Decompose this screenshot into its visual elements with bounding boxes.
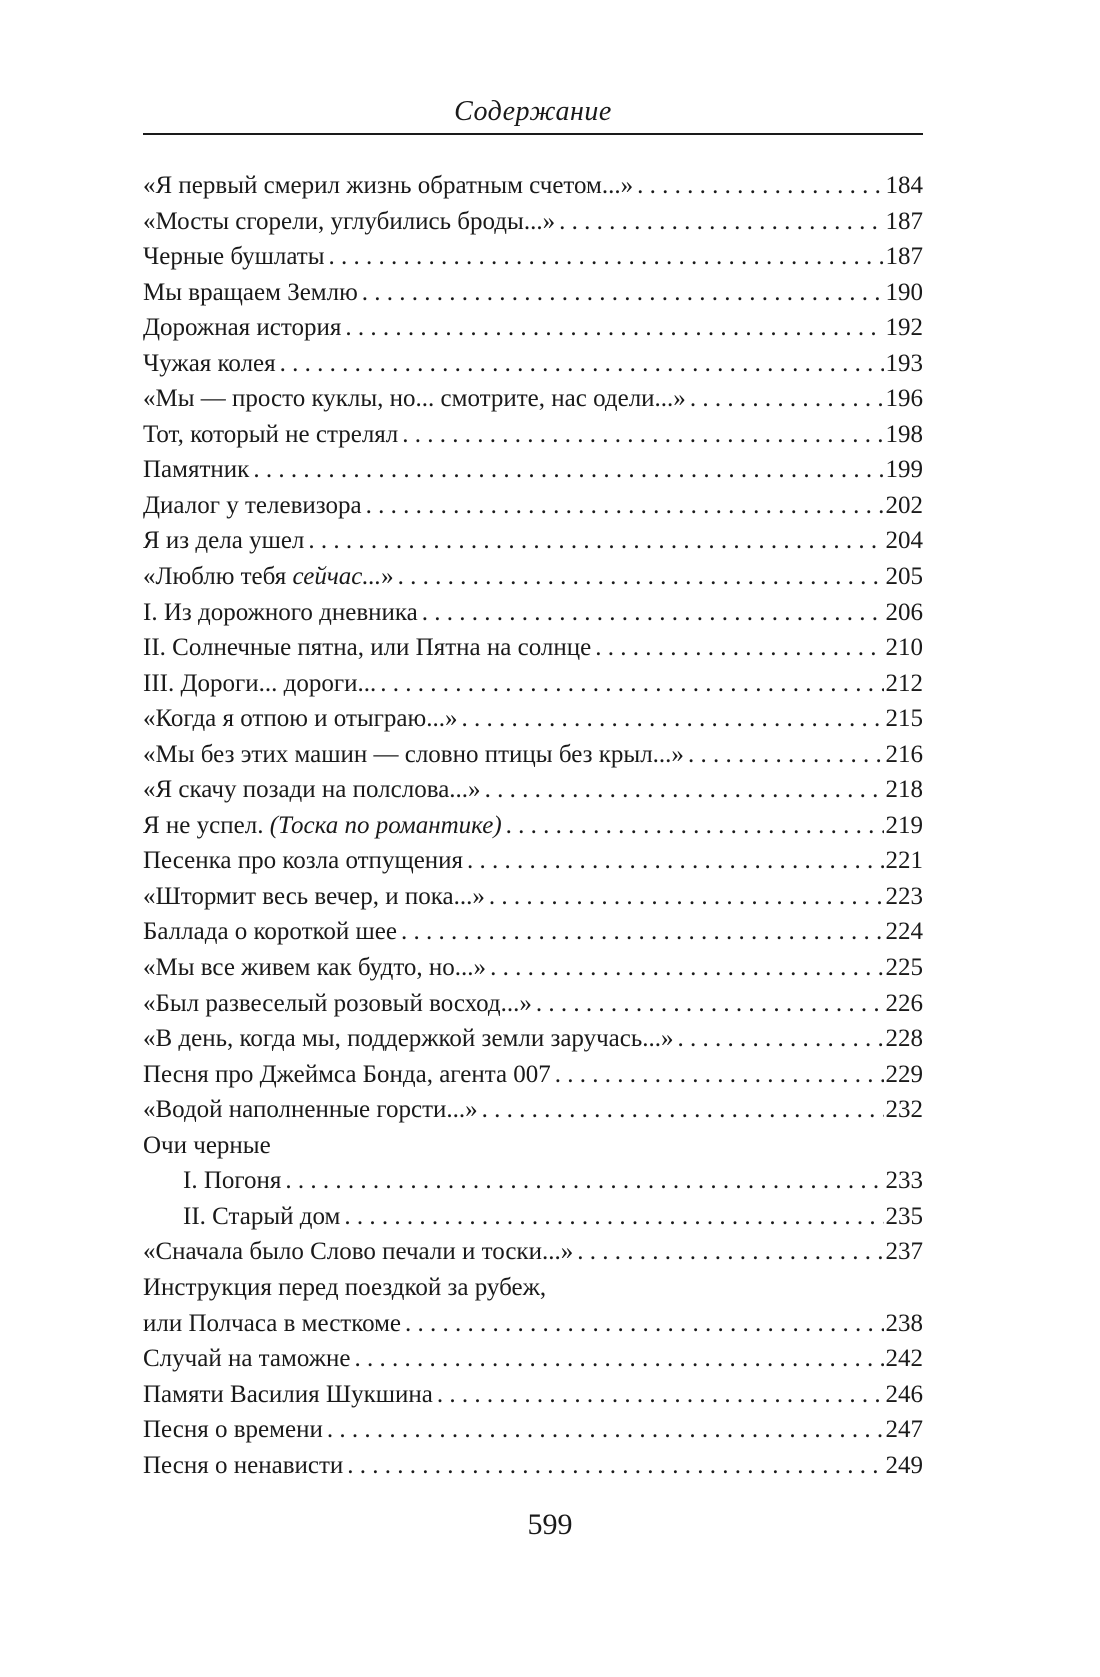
toc-entry [143, 630, 923, 666]
toc-page-number: 206 [885, 598, 923, 626]
toc-entry-title: Памяти Василия Шукшина [143, 1380, 433, 1408]
toc-page-number: 238 [885, 1309, 923, 1337]
leader-dots [329, 239, 884, 275]
leader-dots [637, 168, 883, 204]
toc-entry-title: «Сначала было Слово печали и тоски...» [143, 1238, 574, 1266]
toc-entry [143, 452, 923, 488]
toc-entry-first-line [143, 1270, 923, 1306]
leader-dots [405, 1306, 883, 1342]
toc-entry [143, 737, 923, 773]
toc-entry-title: «Мы все живем как будто, но...» [143, 954, 487, 982]
toc-page-number: 187 [885, 243, 923, 271]
leader-dots [678, 1021, 884, 1057]
toc-entry [143, 950, 923, 986]
toc-page-number: 196 [885, 385, 923, 413]
toc-entry [143, 488, 923, 524]
leader-dots [482, 1092, 884, 1128]
toc-page-number: 247 [885, 1416, 923, 1444]
toc-entry-title: «Я скачу позади на полслова...» [143, 776, 481, 804]
leader-dots [437, 1377, 884, 1413]
toc-entry-title: «Я первый смерил жизнь обратным счетом...» [143, 172, 634, 199]
toc-page-number: 205 [885, 563, 923, 591]
toc-entry [143, 1448, 923, 1484]
leader-dots [380, 666, 883, 702]
leader-dots [490, 950, 883, 986]
toc-entry-title: «Водой наполненные горсти...» [143, 1096, 478, 1124]
leader-dots [422, 595, 884, 631]
toc-entry-title: I. Погоня [183, 1167, 282, 1195]
toc-page-number: 232 [885, 1096, 923, 1124]
toc-page-number: 224 [885, 918, 923, 946]
toc-entry [143, 986, 923, 1022]
toc-entry-title: Дорожная история [143, 314, 342, 342]
toc-entry-title: Очи черные [143, 1131, 271, 1159]
toc-entry [143, 346, 923, 382]
leader-dots [467, 843, 883, 879]
toc-entry [143, 879, 923, 915]
toc-entry-title [143, 559, 394, 595]
toc-entry [143, 666, 923, 702]
toc-entry [143, 417, 923, 453]
toc-entry-title: Диалог у телевизора [143, 491, 362, 519]
toc-page-number: 210 [885, 634, 923, 662]
leader-dots [688, 737, 884, 773]
toc-entry [143, 1163, 923, 1199]
toc-entry-title: Песня о ненависти [143, 1451, 344, 1479]
leader-dots [253, 452, 883, 488]
toc-page-number: 235 [885, 1202, 923, 1230]
toc-entry-title: Песня о времени [143, 1416, 323, 1444]
leader-dots [401, 914, 884, 950]
toc-entry-title: Чужая колея [143, 349, 276, 377]
toc-entry-title: Я из дела ушел [143, 527, 305, 555]
toc-page-number: 219 [885, 811, 923, 839]
toc-entry-title: или Полчаса в месткоме [143, 1309, 402, 1337]
leader-dots [344, 1199, 883, 1235]
leader-dots [461, 701, 883, 737]
leader-dots [345, 310, 883, 346]
toc-page-number: 193 [885, 349, 923, 377]
leader-dots [506, 808, 884, 844]
running-header: Содержание [454, 96, 612, 127]
toc-entry [143, 1377, 923, 1413]
leader-dots [555, 1057, 884, 1093]
toc-entry-title: I. Из дорожного дневника [143, 598, 418, 626]
toc-entry [143, 1412, 923, 1448]
header-rule [143, 133, 923, 135]
toc-entry [143, 1341, 923, 1377]
toc-page-number: 228 [885, 1025, 923, 1053]
toc-entry-title: Песня про Джеймса Бонда, агента 007 [143, 1060, 551, 1088]
toc-page-number: 212 [885, 669, 923, 697]
leader-dots [347, 1448, 883, 1484]
toc-entry-title: «Был развеселый розовый восход...» [143, 989, 532, 1017]
toc-entry [143, 1234, 923, 1270]
toc-entry [143, 1306, 923, 1342]
toc-page-number: 184 [885, 172, 923, 199]
title-text: » [381, 563, 394, 591]
toc-page-number: 226 [885, 989, 923, 1017]
toc-entry [143, 310, 923, 346]
toc-page-number: 233 [885, 1167, 923, 1195]
title-text: «Люблю тебя [143, 563, 293, 591]
toc-entry [143, 1199, 923, 1235]
leader-dots [485, 772, 884, 808]
toc-page-number: 198 [885, 420, 923, 448]
toc-page-number: 202 [885, 491, 923, 519]
title-italic-text: (Тоска по романтике) [269, 811, 502, 839]
leader-dots [559, 204, 883, 240]
leader-dots [354, 1341, 883, 1377]
leader-dots [280, 346, 884, 382]
leader-dots [489, 879, 884, 915]
leader-dots [398, 559, 884, 595]
toc-entry-title: Черные бушлаты [143, 243, 325, 271]
toc-entry-title [143, 808, 502, 844]
toc-page-number: 190 [885, 278, 923, 306]
toc-entry [143, 381, 923, 417]
toc-entry-title: «Мосты сгорели, углубились броды...» [143, 207, 556, 235]
leader-dots [690, 381, 884, 417]
toc-page-number: 229 [885, 1060, 923, 1088]
toc-entry-title: Тот, который не стрелял [143, 420, 399, 448]
toc-page-number: 246 [885, 1380, 923, 1408]
toc-entry [143, 914, 923, 950]
toc-entry-title: «Мы без этих машин — словно птицы без крыл...» [143, 740, 684, 768]
toc-entry [143, 168, 923, 204]
toc-page-number: 223 [885, 882, 923, 910]
toc-page-number: 215 [885, 705, 923, 733]
toc-entry [143, 523, 923, 559]
toc-entry-title: «Штормит весь вечер, и пока...» [143, 882, 485, 910]
leader-dots [308, 523, 883, 559]
toc-entry-title: II. Старый дом [183, 1202, 341, 1230]
toc-entry-title: «В день, когда мы, поддержкой земли заручась...» [143, 1025, 674, 1053]
toc-page-number: 216 [885, 740, 923, 768]
toc-entry [143, 701, 923, 737]
toc-entry-title: II. Солнечные пятна, или Пятна на солнце [143, 634, 592, 662]
toc-page-number: 187 [885, 207, 923, 235]
toc-entry-title: Мы вращаем Землю [143, 278, 358, 306]
toc-page-number: 218 [885, 776, 923, 804]
toc-page-number: 242 [885, 1345, 923, 1373]
table-of-contents [143, 168, 923, 1483]
toc-page-number: 192 [885, 314, 923, 342]
title-italic-text: сейчас... [292, 563, 382, 591]
leader-dots [577, 1234, 883, 1270]
toc-entry-title: «Когда я отпою и отыграю...» [143, 705, 458, 733]
toc-entry [143, 1021, 923, 1057]
toc-entry [143, 843, 923, 879]
toc-section-heading [143, 1128, 923, 1164]
toc-entry-title: III. Дороги... дороги... [143, 669, 377, 697]
toc-entry-title: Случай на таможне [143, 1345, 351, 1373]
toc-entry-title: Памятник [143, 456, 250, 484]
toc-page-number: 225 [885, 954, 923, 982]
toc-entry [143, 1057, 923, 1093]
toc-entry [143, 772, 923, 808]
toc-entry [143, 559, 923, 595]
toc-page-number: 249 [885, 1451, 923, 1479]
toc-page-number: 221 [885, 847, 923, 875]
toc-entry [143, 1092, 923, 1128]
leader-dots [285, 1163, 883, 1199]
toc-entry [143, 239, 923, 275]
toc-entry-title: Инструкция перед поездкой за рубеж, [143, 1273, 547, 1301]
title-text: Я не успел. [143, 811, 270, 839]
leader-dots [366, 488, 884, 524]
page-number: 599 [527, 1508, 573, 1541]
toc-entry [143, 204, 923, 240]
leader-dots [536, 986, 884, 1022]
toc-entry [143, 595, 923, 631]
leader-dots [362, 275, 884, 311]
toc-entry-title: «Мы — просто куклы, но... смотрите, нас одели...» [143, 385, 686, 413]
toc-entry [143, 275, 923, 311]
toc-entry-title: Баллада о короткой шее [143, 918, 397, 946]
toc-page-number: 199 [885, 456, 923, 484]
toc-entry [143, 808, 923, 844]
toc-entry-title: Песенка про козла отпущения [143, 847, 464, 875]
leader-dots [402, 417, 883, 453]
leader-dots [327, 1412, 884, 1448]
leader-dots [595, 630, 883, 666]
toc-page-number: 237 [885, 1238, 923, 1266]
toc-page-number: 204 [885, 527, 923, 555]
